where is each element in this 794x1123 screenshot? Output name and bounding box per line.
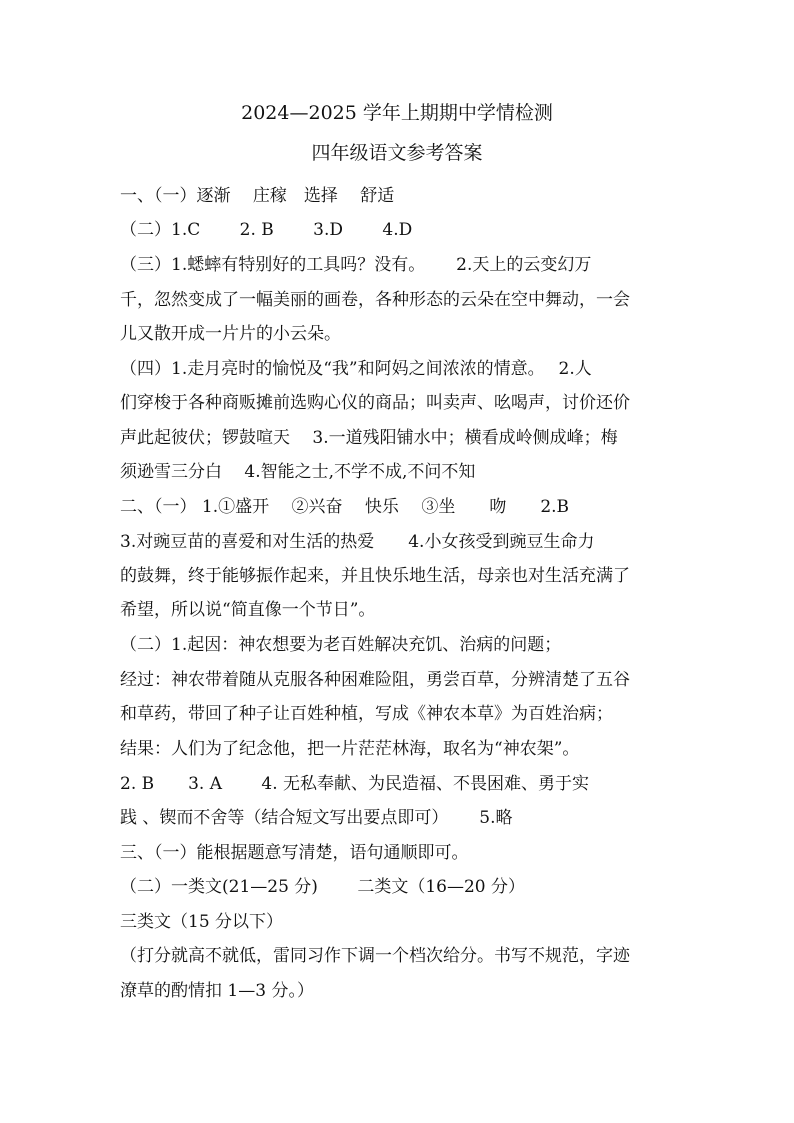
answer-line: 声此起彼伏；锣鼓喧天 3.一道残阳铺水中；横看成岭侧成峰；梅	[120, 428, 618, 448]
answer-line: 儿又散开成一片片的小云朵。	[120, 324, 341, 344]
document-title: 2024—2025 学年上期期中学情检测	[241, 102, 553, 124]
answer-line: 们穿梭于各种商贩摊前选购心仪的商品；叫卖声、吆喝声，讨价还价	[120, 393, 630, 413]
answer-line: 二、（一） 1.①盛开 ②兴奋 快乐 ③坐 吻 2.B	[120, 497, 570, 517]
answer-line: 潦草的酌情扣 1—3 分。）	[120, 981, 314, 1001]
answer-line: （二）1.C 2. B 3.D 4.D	[120, 220, 413, 240]
answer-line: 和草药，带回了种子让百姓种植，写成《神农本草》为百姓治病；	[120, 704, 613, 724]
answer-line: 践 、锲而不舍等（结合短文写出要点即可） 5.略	[120, 808, 513, 828]
document-subtitle: 四年级语文参考答案	[311, 142, 483, 164]
answer-line: 须逊雪三分白 4.智能之士,不学不成,不问不知	[120, 462, 476, 482]
answer-line: 一、（一）逐渐 庄稼 选择 舒适	[120, 186, 395, 206]
answer-line: 3.对豌豆苗的喜爱和对生活的热爱 4.小女孩受到豌豆生命力	[120, 532, 595, 552]
answer-line: 千，忽然变成了一幅美丽的画卷，各种形态的云朵在空中舞动，一会	[120, 290, 630, 310]
answer-line: 希望，所以说“简直像一个节日”。	[120, 600, 376, 620]
answer-line: （三）1.蟋蟀有特别好的工具吗？没有。 2.天上的云变幻万	[120, 255, 592, 275]
answer-line: 结果：人们为了纪念他，把一片茫茫林海，取名为“神农架”。	[120, 739, 580, 759]
answer-line: （二）1.起因：神农想要为老百姓解决充饥、治病的问题；	[120, 635, 562, 655]
answer-line: （二）一类文(21—25 分) 二类文（16—20 分）	[120, 877, 526, 897]
answer-line: 经过：神农带着随从克服各种困难险阻，勇尝百草，分辨清楚了五谷	[120, 670, 630, 690]
answer-line: 三、（一）能根据题意写清楚，语句通顺即可。	[120, 843, 469, 863]
answer-line: 三类文（15 分以下）	[120, 912, 284, 932]
answer-line: （打分就高不就低，雷同习作下调一个档次给分。书写不规范，字迹	[120, 946, 630, 966]
answer-line: 的鼓舞，终于能够振作起来，并且快乐地生活，母亲也对生活充满了	[120, 566, 630, 586]
answer-line: （四）1.走月亮时的愉悦及“我”和阿妈之间浓浓的情意。 2.人	[120, 359, 592, 379]
answer-line: 2. B 3. A 4. 无私奉献、为民造福、不畏困难、勇于实	[120, 774, 590, 794]
